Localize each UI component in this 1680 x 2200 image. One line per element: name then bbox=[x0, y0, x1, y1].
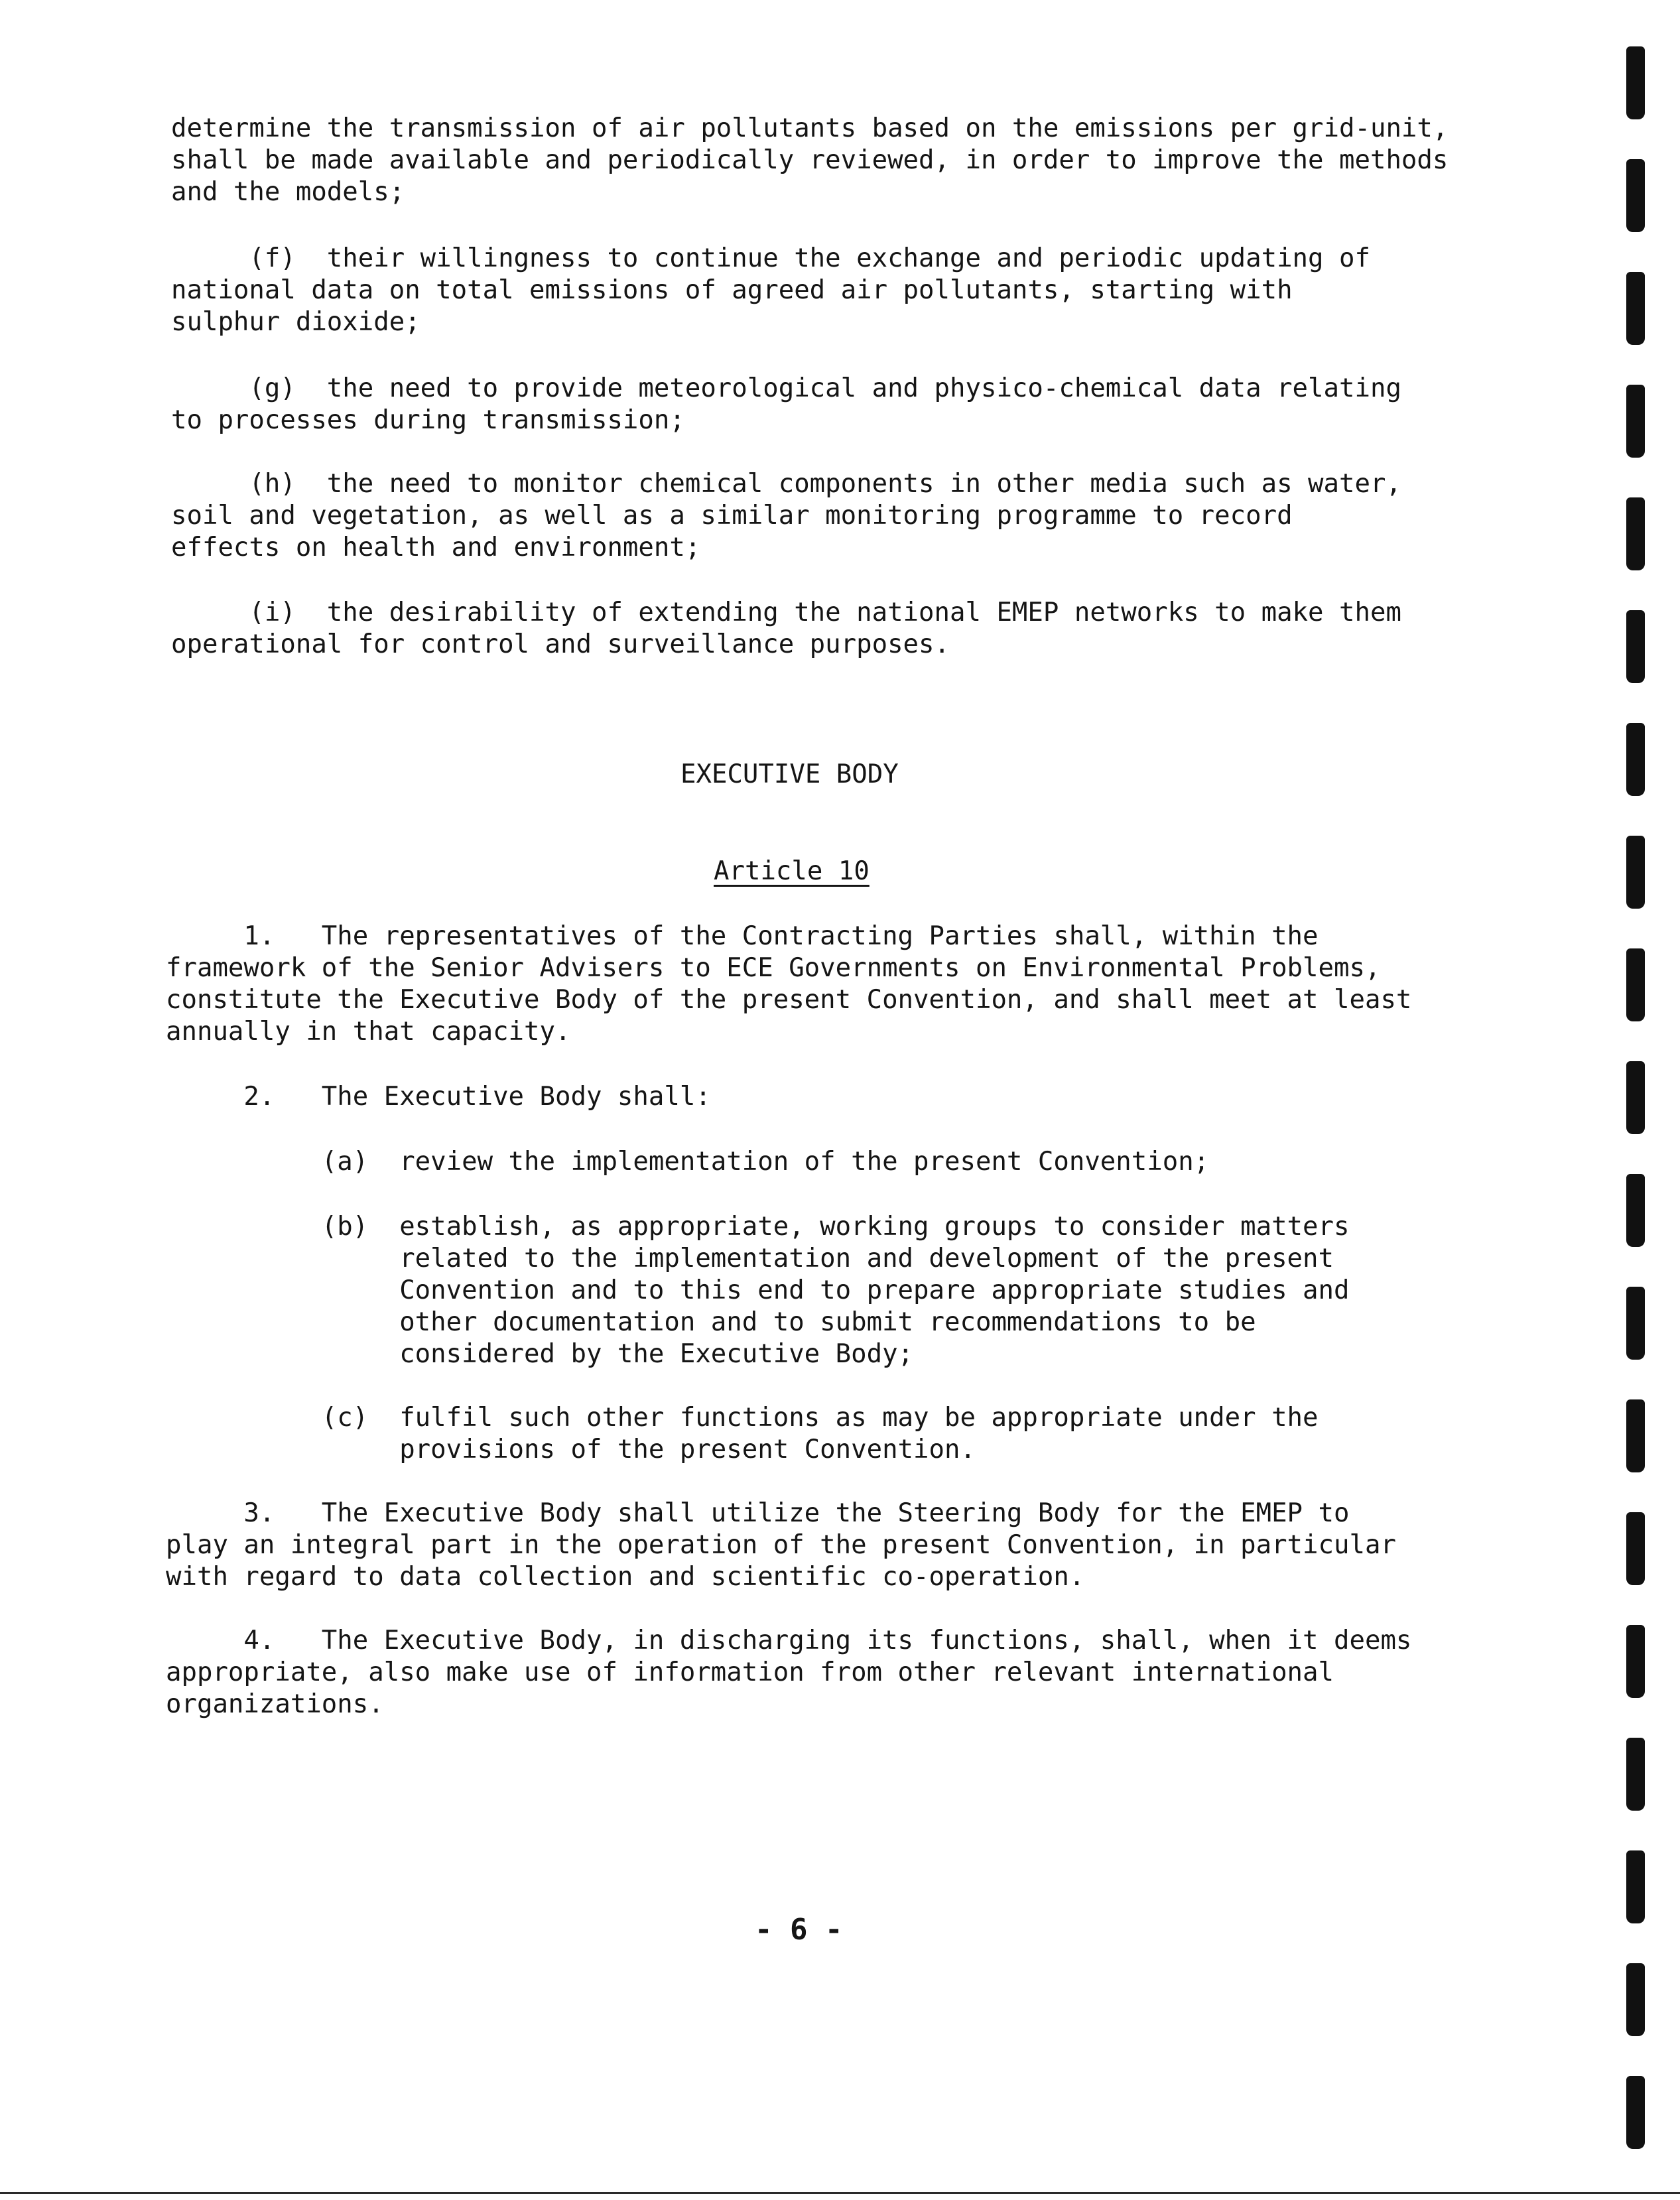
binder-hole-mark bbox=[1626, 497, 1645, 570]
binder-hole-mark bbox=[1626, 723, 1645, 796]
paragraph-1-line: annually in that capacity. bbox=[166, 1017, 571, 1047]
paragraph-3-line: 3. The Executive Body shall utilize the Steering Body for the EMEP to bbox=[166, 1498, 1350, 1528]
paragraph-2b-line: considered by the Executive Body; bbox=[166, 1339, 914, 1369]
paragraph-2b-line: related to the implementation and development of the present bbox=[166, 1244, 1334, 1273]
paragraph-f-line: national data on total emissions of agreed air pollutants, starting with bbox=[171, 275, 1293, 305]
paragraph-e-line: determine the transmission of air pollutants based on the emissions per grid-unit, bbox=[171, 113, 1449, 143]
paragraph-h-line: effects on health and environment; bbox=[171, 533, 701, 562]
paragraph-1-line: constitute the Executive Body of the present Convention, and shall meet at least bbox=[166, 985, 1412, 1015]
paragraph-1-line: 1. The representatives of the Contracting Parties shall, within the bbox=[166, 921, 1319, 951]
binder-hole-mark bbox=[1626, 2076, 1645, 2149]
paragraph-2a-line: (a) review the implementation of the present Convention; bbox=[166, 1147, 1210, 1177]
paragraph-2c-line: provisions of the present Convention. bbox=[166, 1435, 976, 1464]
paragraph-1-line: framework of the Senior Advisers to ECE Governments on Environmental Problems, bbox=[166, 953, 1381, 983]
paragraph-2b-line: Convention and to this end to prepare appropriate studies and bbox=[166, 1275, 1350, 1305]
bottom-edge-line bbox=[0, 2192, 1680, 2194]
section-heading: EXECUTIVE BODY bbox=[680, 759, 899, 789]
binder-hole-mark bbox=[1626, 159, 1645, 232]
paragraph-h-line: soil and vegetation, as well as a similar monitoring programme to record bbox=[171, 501, 1293, 531]
article-heading: Article 10 bbox=[714, 856, 870, 886]
binder-hole-mark bbox=[1626, 1061, 1645, 1134]
paragraph-e-line: and the models; bbox=[171, 177, 405, 207]
paragraph-2c-line: (c) fulfil such other functions as may be appropriate under the bbox=[166, 1403, 1319, 1433]
paragraph-g-line: (g) the need to provide meteorological and physico-chemical data relating bbox=[171, 373, 1401, 403]
binder-hole-mark bbox=[1626, 1738, 1645, 1811]
paragraph-f-line: (f) their willingness to continue the exchange and periodic updating of bbox=[171, 243, 1370, 273]
paragraph-2b-line: other documentation and to submit recommendations to be bbox=[166, 1307, 1256, 1337]
paragraph-g-line: to processes during transmission; bbox=[171, 405, 685, 435]
binder-hole-mark bbox=[1626, 1963, 1645, 2036]
binder-hole-mark bbox=[1626, 948, 1645, 1021]
binder-hole-mark bbox=[1626, 610, 1645, 683]
page-number: - 6 - bbox=[755, 1913, 843, 1947]
paragraph-i-line: (i) the desirability of extending the national EMEP networks to make them bbox=[171, 598, 1401, 627]
binder-hole-mark bbox=[1626, 1399, 1645, 1472]
paragraph-e-line: shall be made available and periodically reviewed, in order to improve the methods bbox=[171, 145, 1449, 175]
binder-hole-mark bbox=[1626, 272, 1645, 345]
paragraph-4-line: organizations. bbox=[166, 1689, 384, 1719]
paragraph-3-line: play an integral part in the operation of the present Convention, in particular bbox=[166, 1530, 1396, 1560]
binder-hole-mark bbox=[1626, 46, 1645, 119]
binder-hole-mark bbox=[1626, 1512, 1645, 1585]
paragraph-2-intro: 2. The Executive Body shall: bbox=[166, 1082, 711, 1112]
paragraph-h-line: (h) the need to monitor chemical components in other media such as water, bbox=[171, 469, 1401, 499]
binder-hole-mark bbox=[1626, 1174, 1645, 1247]
binder-hole-mark bbox=[1626, 1287, 1645, 1360]
binder-hole-mark bbox=[1626, 385, 1645, 458]
paragraph-i-line: operational for control and surveillance purposes. bbox=[171, 629, 950, 659]
paragraph-2b-line: (b) establish, as appropriate, working groups to consider matters bbox=[166, 1212, 1350, 1242]
paragraph-f-line: sulphur dioxide; bbox=[171, 307, 420, 337]
binder-hole-mark bbox=[1626, 1625, 1645, 1698]
binder-hole-mark bbox=[1626, 1850, 1645, 1923]
paragraph-4-line: 4. The Executive Body, in discharging its functions, shall, when it deems bbox=[166, 1626, 1412, 1655]
paragraph-3-line: with regard to data collection and scientific co-operation. bbox=[166, 1562, 1085, 1592]
paragraph-4-line: appropriate, also make use of information from other relevant international bbox=[166, 1657, 1334, 1687]
binder-hole-mark bbox=[1626, 836, 1645, 909]
